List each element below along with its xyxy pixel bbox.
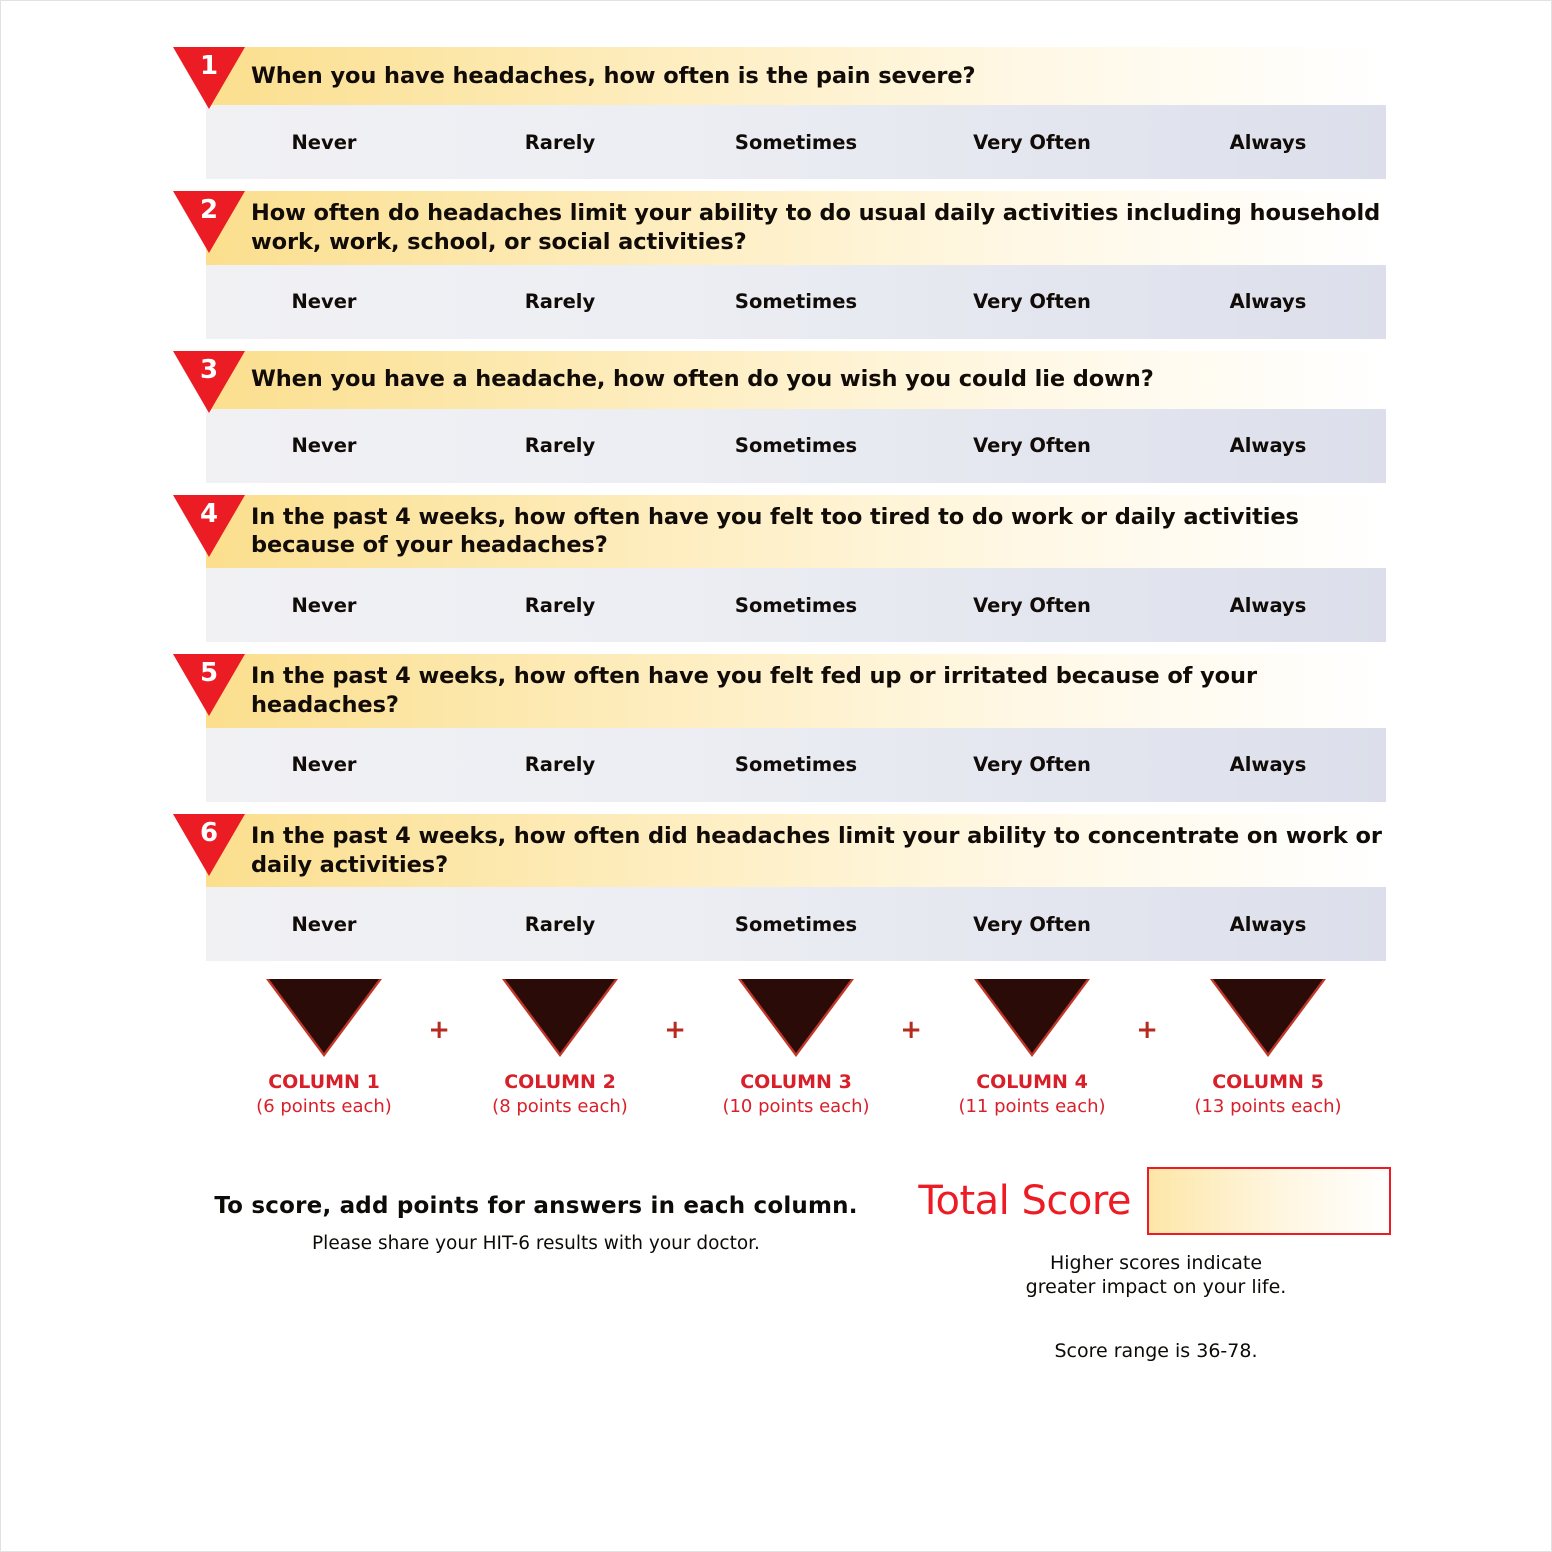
column-cell-2: [442, 979, 686, 1118]
column-label-3: COLUMN 3: [740, 1071, 852, 1094]
plus-sign-2-icon: +: [664, 1015, 686, 1046]
option-sometimes-q2[interactable]: Sometimes: [734, 290, 858, 314]
column-cell-1: [206, 979, 450, 1118]
option-always-q5[interactable]: Always: [1229, 753, 1307, 777]
column-points-2: (8 points each): [492, 1096, 628, 1118]
option-sometimes-q5[interactable]: Sometimes: [734, 753, 858, 777]
column-label-2: COLUMN 2: [504, 1071, 616, 1094]
option-always-q4[interactable]: Always: [1229, 593, 1307, 617]
option-never-q4[interactable]: Never: [291, 593, 357, 617]
down-triangle-4-icon: [974, 979, 1090, 1057]
score-range-note: Score range is 36-78.: [1054, 1339, 1258, 1362]
question-number-5: 5: [199, 658, 219, 689]
column-label-4: COLUMN 4: [976, 1071, 1088, 1094]
column-points-3: (10 points each): [722, 1096, 870, 1118]
question-text-5: In the past 4 weeks, how often have you felt fed up or irritated because of your headaches?: [251, 663, 1257, 718]
option-always-q3[interactable]: Always: [1229, 434, 1307, 458]
plus-sign-4-icon: +: [1136, 1015, 1158, 1046]
option-rarely-q4[interactable]: Rarely: [524, 593, 596, 617]
column-cell-3: [678, 979, 922, 1118]
total-score-input[interactable]: [1147, 1167, 1391, 1235]
question-text-4: In the past 4 weeks, how often have you felt too tired to do work or daily activities because of your headaches?: [251, 503, 1299, 559]
down-triangle-3-icon: [738, 979, 854, 1057]
column-cell-4: [914, 979, 1158, 1118]
option-veryoften-q4[interactable]: Very Often: [973, 593, 1091, 617]
question-text-3: When you have a headache, how often do you wish you could lie down?: [251, 366, 1154, 393]
option-row-4: [206, 568, 1386, 642]
option-veryoften-q5[interactable]: Very Often: [973, 753, 1091, 777]
question-text-6: In the past 4 weeks, how often did headaches limit your ability to concentrate on work or daily activities?: [251, 822, 1382, 878]
column-points-4: (11 points each): [958, 1096, 1106, 1118]
question-text-1: When you have headaches, how often is the pain severe?: [251, 62, 976, 89]
column-cell-5: [1150, 979, 1386, 1118]
column-points-1: (6 points each): [256, 1096, 392, 1118]
question-row-1: [199, 47, 1386, 105]
option-veryoften-q3[interactable]: Very Often: [973, 434, 1091, 458]
column-totals: [206, 979, 1386, 1118]
higher-scores-note: [681, 1251, 1391, 1300]
plus-sign-1-icon: +: [428, 1015, 450, 1046]
question-block-4: [1, 495, 1551, 643]
question-block-5: [1, 654, 1551, 802]
share-note-text: Please share your HIT-6 results with your doctor.: [312, 1232, 760, 1254]
question-text-2: How often do headaches limit your ability to do usual daily activities including household work, work, school, or social activities?: [251, 200, 1381, 255]
question-block-6: [1, 814, 1551, 962]
option-never-q2[interactable]: Never: [291, 290, 357, 314]
option-row-2: [206, 265, 1386, 339]
option-always-q1[interactable]: Always: [1229, 130, 1307, 154]
question-number-2: 2: [199, 195, 219, 225]
question-block-3: [1, 351, 1551, 483]
option-always-q6[interactable]: Always: [1229, 912, 1307, 936]
option-rarely-q6[interactable]: Rarely: [524, 912, 596, 936]
option-sometimes-q1[interactable]: Sometimes: [734, 130, 858, 154]
higher-scores-line1: Higher scores indicate: [1049, 1251, 1263, 1274]
down-triangle-2-icon: [502, 979, 618, 1057]
column-label-1: COLUMN 1: [268, 1071, 380, 1094]
option-sometimes-q4[interactable]: Sometimes: [734, 593, 858, 617]
question-number-1: 1: [199, 51, 219, 81]
total-score-area: [681, 1167, 1391, 1362]
question-number-3: 3: [199, 354, 219, 385]
option-sometimes-q6[interactable]: Sometimes: [734, 912, 858, 936]
column-label-5: COLUMN 5: [1212, 1071, 1324, 1094]
plus-sign-3-icon: +: [900, 1015, 922, 1046]
option-row-1: [206, 105, 1386, 179]
question-block-1: [1, 47, 1551, 179]
option-row-3: [206, 409, 1386, 483]
question-row-5: [199, 654, 1386, 728]
question-row-2: [199, 191, 1386, 265]
question-block-2: [1, 191, 1551, 339]
option-rarely-q2[interactable]: Rarely: [524, 290, 596, 314]
option-veryoften-q6[interactable]: Very Often: [973, 912, 1091, 936]
higher-scores-line2: greater impact on your life.: [1025, 1276, 1287, 1299]
question-row-6: [199, 814, 1386, 888]
option-row-6: [206, 887, 1386, 961]
option-never-q5[interactable]: Never: [291, 753, 357, 777]
option-rarely-q3[interactable]: Rarely: [524, 434, 596, 458]
option-never-q1[interactable]: Never: [291, 130, 357, 154]
question-number-4: 4: [199, 498, 219, 529]
down-triangle-5-icon: [1210, 979, 1326, 1057]
option-sometimes-q3[interactable]: Sometimes: [734, 434, 858, 458]
option-rarely-q1[interactable]: Rarely: [524, 130, 596, 154]
option-veryoften-q1[interactable]: Very Often: [973, 130, 1091, 154]
total-score-label: Total Score: [918, 1177, 1131, 1224]
question-row-4: [199, 495, 1386, 569]
option-never-q3[interactable]: Never: [291, 434, 357, 458]
option-never-q6[interactable]: Never: [291, 912, 357, 936]
option-always-q2[interactable]: Always: [1229, 290, 1307, 314]
option-veryoften-q2[interactable]: Very Often: [973, 290, 1091, 314]
score-instruction-text: To score, add points for answers in each column.: [214, 1192, 858, 1219]
footer: [206, 1167, 1391, 1427]
question-row-3: [199, 351, 1386, 409]
option-rarely-q5[interactable]: Rarely: [524, 753, 596, 777]
column-points-5: (13 points each): [1194, 1096, 1342, 1118]
down-triangle-1-icon: [266, 979, 382, 1057]
question-number-6: 6: [199, 817, 219, 848]
option-row-5: [206, 728, 1386, 802]
